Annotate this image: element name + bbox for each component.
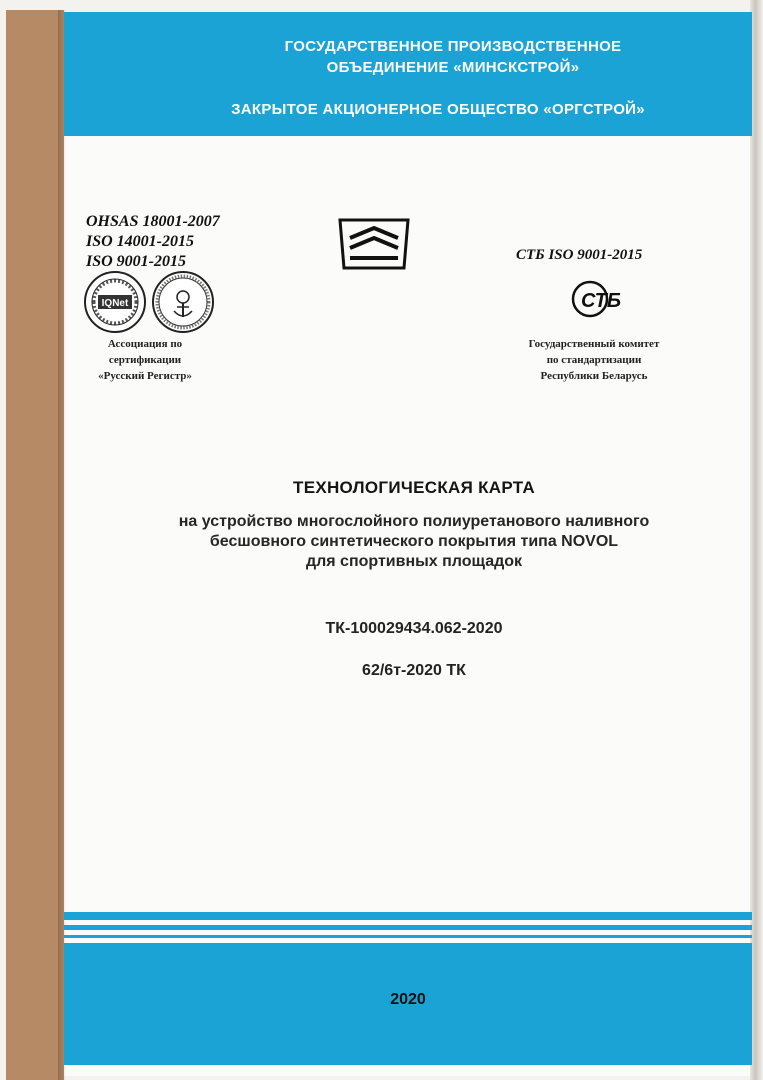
footer-stripe-1 [64, 912, 752, 920]
document-title: ТЕХНОЛОГИЧЕСКАЯ КАРТА [293, 478, 535, 497]
header-org-line-1: ГОСУДАРСТВЕННОЕ ПРОИЗВОДСТВЕННОЕ [284, 38, 622, 55]
document-number: 62/6т-2020 ТК [362, 662, 466, 679]
right-caption-line-2: по стандартизации [546, 354, 642, 366]
binding-spine [6, 10, 64, 1080]
subtitle-line-3: для спортивных площадок [305, 553, 523, 570]
header-band [64, 12, 752, 136]
russian-register-seal-icon [152, 271, 214, 333]
left-caption-line-1: Ассоциация по [107, 338, 183, 350]
right-caption-line-1: Государственный комитет [528, 338, 660, 350]
publication-year: 2020 [390, 991, 426, 1008]
header-org-line-2: ОБЪЕДИНЕНИЕ «МИНСКСТРОЙ» [326, 59, 580, 76]
right-caption-line-3: Республики Беларусь [540, 370, 648, 382]
subtitle-line-1: на устройство многослойного полиуретанового наливного [178, 513, 650, 530]
iso-standards-list [86, 212, 266, 272]
header-org-line-3: ЗАКРЫТОЕ АКЦИОНЕРНОЕ ОБЩЕСТВО «ОРГСТРОЙ» [231, 101, 645, 118]
stb-logo-icon [568, 279, 628, 319]
standard-iso-14001: ISO 14001-2015 [86, 233, 195, 250]
footer-band [64, 943, 752, 1065]
stb-logo-text: СТБ [580, 290, 622, 312]
iqnet-seal-icon [84, 271, 146, 333]
left-caption-line-3: «Русский Регистр» [98, 370, 192, 382]
left-cert-caption [80, 336, 210, 384]
iqnet-seal-text: IQNet [101, 298, 129, 309]
left-caption-line-2: сертификации [108, 354, 182, 366]
standard-ohsas: OHSAS 18001-2007 [86, 213, 220, 230]
subtitle-line-2: бесшовного синтетического покрытия типа NOVOL [209, 533, 619, 550]
stb-standard-label: СТБ ISO 9001-2015 [516, 247, 643, 263]
document-code: ТК-100029434.062-2020 [325, 620, 503, 637]
orgstroy-logo-icon [336, 216, 412, 272]
footer-stripe-3 [64, 935, 752, 938]
standard-iso-9001: ISO 9001-2015 [86, 253, 187, 270]
right-cert-caption [508, 336, 680, 384]
document-subtitle [64, 512, 763, 572]
footer-stripe-2 [64, 925, 752, 930]
